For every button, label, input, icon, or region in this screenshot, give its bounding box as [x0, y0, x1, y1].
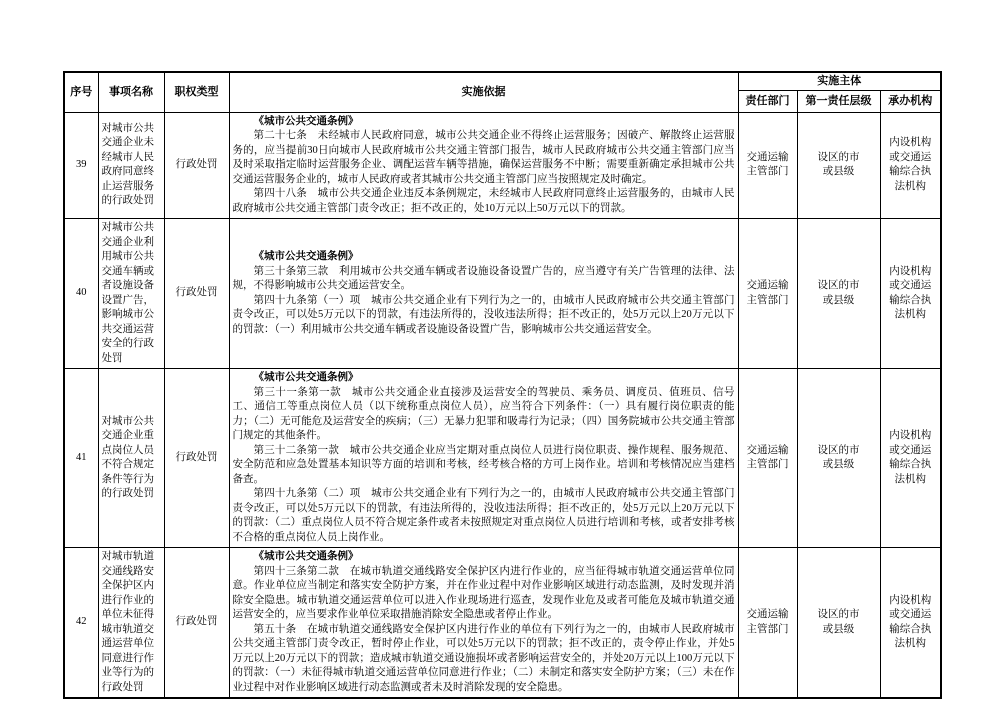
cell-undertaking-organization: [880, 548, 941, 699]
table-row: [64, 369, 941, 548]
basis-paragraph: 第三十二条第一款 城市公共交通企业应当定期对重点岗位人员进行岗位职责、操作规程、服务规范、安全防范和应急处置基本知识等方面的培训和考核，经考核合格的方可上岗作业。培训和考核情况应当建档备查。: [232, 444, 735, 485]
cell-authority-type: 行政处罚: [164, 112, 229, 219]
cell-authority-type: 行政处罚: [164, 369, 229, 548]
cell-implementation-basis: [229, 369, 738, 548]
cell-item-name: 对城市公共交通企业重点岗位人员不符合规定条件等行为的行政处罚: [98, 369, 164, 548]
header-responsible-department: 责任部门: [738, 90, 797, 112]
organization-text: 内设机构或交通运输综合执法机构: [889, 265, 932, 320]
cell-seq: 42: [64, 548, 98, 699]
cell-undertaking-organization: [880, 369, 941, 548]
basis-paragraph: 第四十九条第（一）项 城市公共交通企业有下列行为之一的，由城市人民政府城市公共交通主管部门责令改正，可以处5万元以下的罚款，有违法所得的，没收违法所得；拒不改正的，处5万元以上20万元以下的罚款：（一）利用城市公共交通车辆或者设施设备设置广告，影响城市公共交通运营安全。: [232, 294, 735, 335]
table-row: [64, 112, 941, 219]
basis-title: 《城市公共交通条例》: [253, 551, 359, 562]
cell-item-name: 对城市公共交通企业未经城市人民政府同意终止运营服务的行政处罚: [98, 112, 164, 219]
cell-responsible-department: [738, 369, 797, 548]
department-text: 交通运输主管部门: [746, 444, 789, 470]
header-item-name: 事项名称: [98, 72, 164, 112]
cell-seq: 41: [64, 369, 98, 548]
basis-paragraph: 第四十三条第二款 在城市轨道交通线路安全保护区内进行作业的，应当征得城市轨道交通运营单位同意。作业单位应当制定和落实安全防护方案，并在作业过程中对作业影响区域进行动态监测，及时发现并消除安全隐患。城市轨道交通运营单位可以进入作业现场进行巡查，发现作业危及或者可能危及城市轨道交通运营安全的，应当要求作业单位采取措施消除安全隐患或者停止作业。: [232, 565, 735, 620]
cell-responsibility-level: [797, 369, 880, 548]
header-undertaking-organization: 承办机构: [880, 90, 941, 112]
basis-title: 《城市公共交通条例》: [253, 251, 359, 262]
cell-seq: 39: [64, 112, 98, 219]
cell-implementation-basis: [229, 548, 738, 699]
cell-implementation-basis: [229, 112, 738, 219]
table-header-row-1: [64, 72, 941, 90]
basis-paragraph: 第三十一条第一款 城市公共交通企业直接涉及运营安全的驾驶员、乘务员、调度员、值班员、信号工、通信工等重点岗位人员（以下统称重点岗位人员），应当符合下列条件：（一）具有履行岗位职责的能力；（二）无可能危及运营安全的疾病；（三）无暴力犯罪和吸毒行为记录；（四）国务院城市公共交通主管部门规定的其他条件。: [232, 386, 735, 441]
cell-implementation-basis: [229, 219, 738, 369]
basis-title: 《城市公共交通条例》: [253, 372, 359, 383]
cell-responsibility-level: [797, 112, 880, 219]
department-text: 交通运输主管部门: [746, 609, 789, 635]
organization-text: 内设机构或交通运输综合执法机构: [889, 137, 932, 192]
basis-paragraph: 第五十条 在城市轨道交通线路安全保护区内进行作业的单位有下列行为之一的，由城市人民政府城市公共交通主管部门责令改正，暂时停止作业，可以处5万元以下的罚款；拒不改正的，责令停止作业，并处5万元以上20万元以下的罚款；造成城市轨道交通设施损坏或者影响运营安全的，并处20万元以上100万元以下的罚款：（一）未征得城市轨道交通运营单位同意进行作业；（二）未制定和落实安全防护方案；（三）未在作业过程中对作业影响区域进行动态监测或者未及时消除发现的安全隐患。: [232, 623, 735, 693]
basis-title: 《城市公共交通条例》: [253, 115, 359, 127]
header-authority-type: 职权类型: [164, 72, 229, 112]
basis-paragraph: 第二十七条 未经城市人民政府同意，城市公共交通企业不得终止运营服务；因破产、解散终止运营服务的，应当提前30日向城市人民政府城市公共交通主管部门报告，城市人民政府城市公共交通主管部门应当及时采取指定临时运营服务企业、调配运营车辆等措施，确保运营服务不中断；需要重新确定承担城市公共交通运营服务企业的，城市人民政府或者其城市公共交通主管部门应当按照规定及时确定。: [232, 130, 735, 185]
header-implementation-subject: 实施主体: [738, 72, 941, 90]
level-text: 设区的市或县级: [817, 151, 860, 178]
cell-authority-type: 行政处罚: [164, 548, 229, 699]
cell-authority-type: 行政处罚: [164, 219, 229, 369]
cell-responsible-department: [738, 548, 797, 699]
cell-responsibility-level: [797, 219, 880, 369]
admin-penalty-table: [63, 71, 942, 699]
header-first-responsibility-level: 第一责任层级: [797, 90, 880, 112]
department-text: 交通运输主管部门: [746, 280, 789, 306]
department-text: 交通运输主管部门: [746, 151, 789, 178]
cell-item-name: 对城市轨道交通线路安全保护区内进行作业的单位未征得城市轨道交通运营单位同意进行作业等行为的行政处罚: [98, 548, 164, 699]
cell-item-name: 对城市公共交通企业利用城市公共交通车辆或者设施设备设置广告，影响城市公共交通运营安全的行政处罚: [98, 219, 164, 369]
organization-text: 内设机构或交通运输综合执法机构: [889, 430, 932, 485]
organization-text: 内设机构或交通运输综合执法机构: [889, 594, 932, 649]
header-seq: 序号: [64, 72, 98, 112]
cell-responsible-department: [738, 219, 797, 369]
cell-seq: 40: [64, 219, 98, 369]
header-implementation-basis: 实施依据: [229, 72, 738, 112]
level-text: 设区的市或县级: [817, 444, 860, 470]
table-row: [64, 219, 941, 369]
cell-responsible-department: [738, 112, 797, 219]
level-text: 设区的市或县级: [817, 609, 860, 635]
level-text: 设区的市或县级: [817, 280, 860, 306]
basis-paragraph: 第四十九条第（二）项 城市公共交通企业有下列行为之一的，由城市人民政府城市公共交通主管部门责令改正，可以处5万元以下的罚款，有违法所得的，没收违法所得；拒不改正的，处5万元以上20万元以下的罚款：（二）重点岗位人员不符合规定条件或者未按照规定对重点岗位人员进行培训和考核，或者安排考核不合格的重点岗位人员上岗作业。: [232, 488, 735, 543]
cell-undertaking-organization: [880, 219, 941, 369]
cell-undertaking-organization: [880, 112, 941, 219]
cell-responsibility-level: [797, 548, 880, 699]
basis-paragraph: 第三十条第三款 利用城市公共交通车辆或者设施设备设置广告的，应当遵守有关广告管理的法律、法规，不得影响城市公共交通运营安全。: [232, 265, 735, 291]
basis-paragraph: 第四十八条 城市公共交通企业违反本条例规定，未经城市人民政府同意终止运营服务的，由城市人民政府城市公共交通主管部门责令改正；拒不改正的，处10万元以上50万元以下的罚款。: [232, 188, 735, 214]
table-row: [64, 548, 941, 699]
